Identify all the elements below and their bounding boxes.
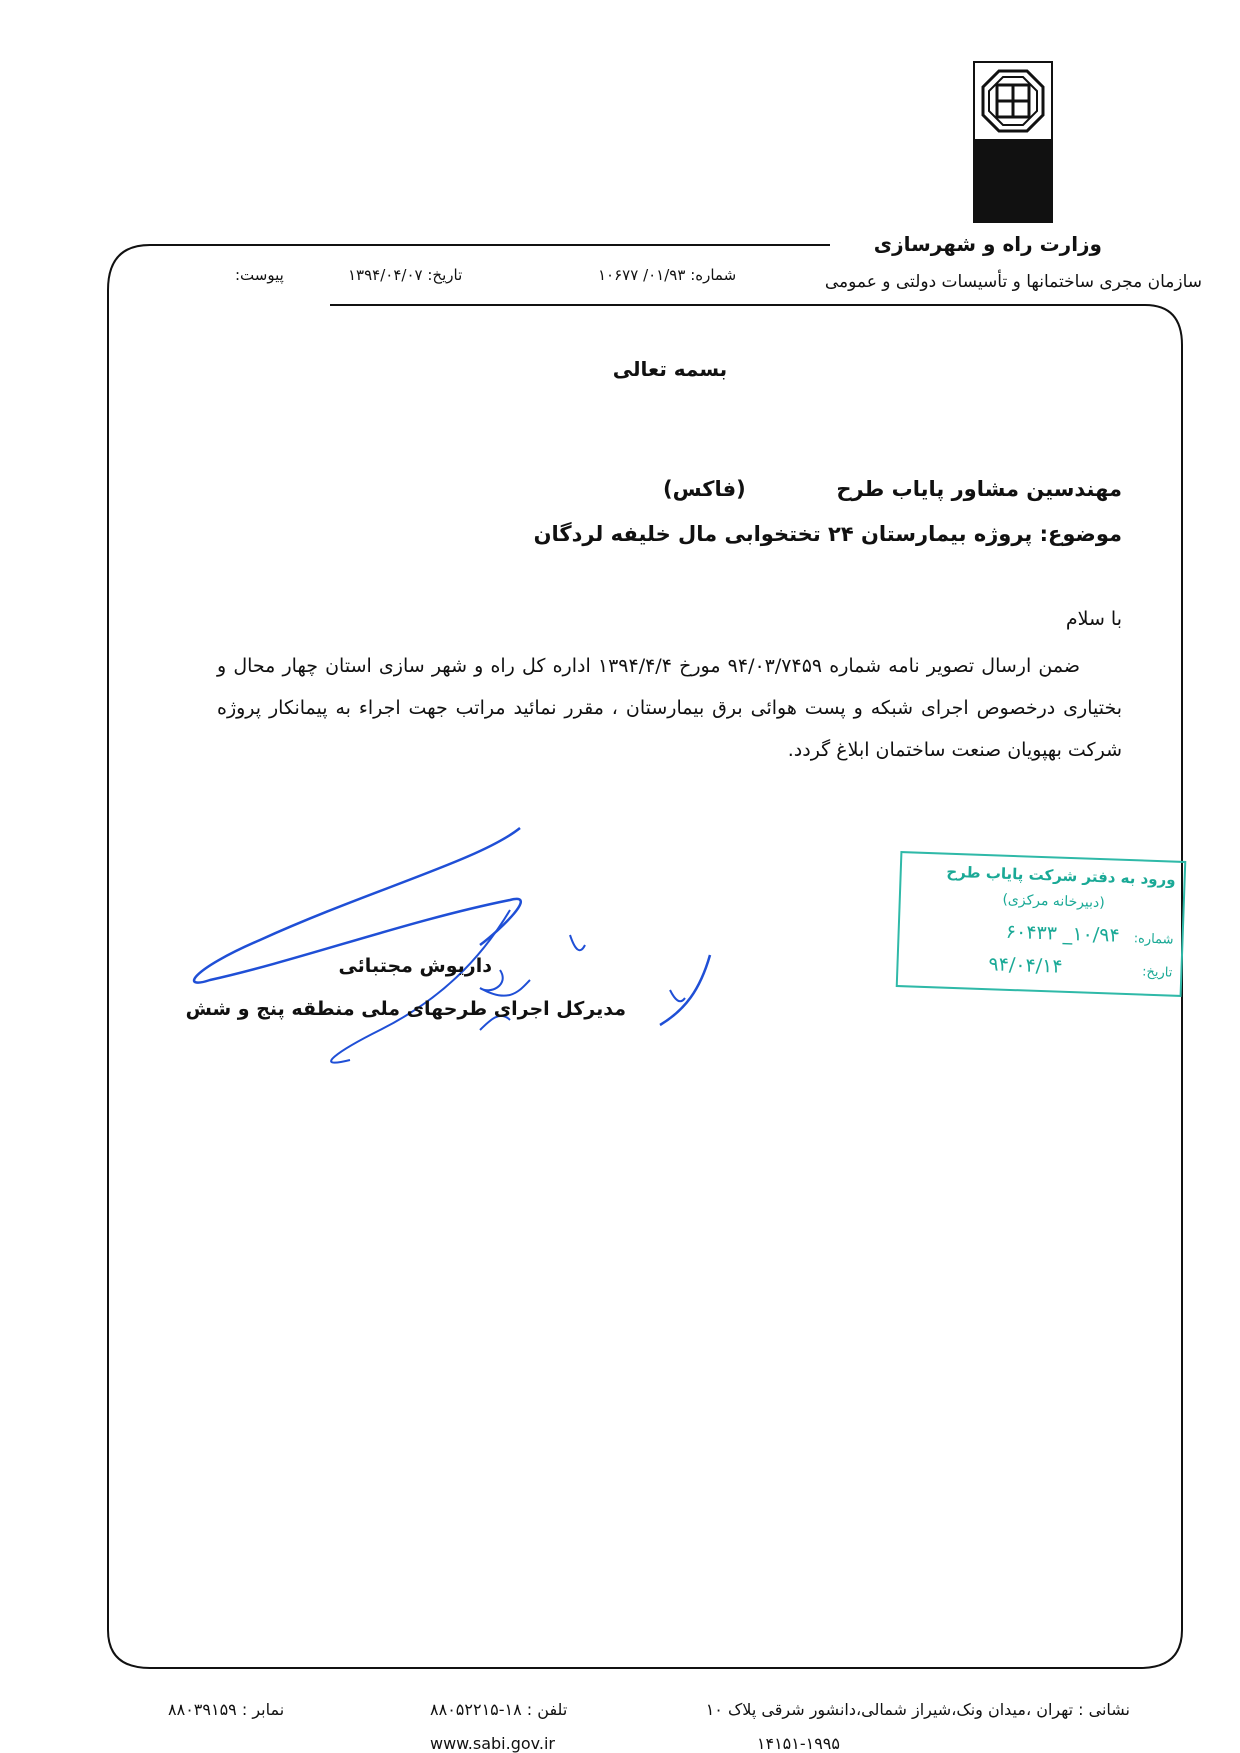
date-value: ۱۳۹۴/۰۴/۰۷ <box>348 266 423 284</box>
footer-address: نشانی : تهران ،میدان ونک،شیراز شمالی،دانشور شرقی پلاک ۱۰ <box>705 1700 1130 1719</box>
signer-title: مدیرکل اجرای طرحهای ملی منطقه پنج و شش <box>185 998 626 1020</box>
ministry-name: وزارت راه و شهرسازی <box>873 232 1102 256</box>
letter-body: ضمن ارسال تصویر نامه شماره ۹۴/۰۳/۷۴۵۹ مورخ ۱۳۹۴/۴/۴ اداره کل راه و شهر سازی استان چهار محال و بختیاری درخصوص اجرای شبکه و پست هوائی برق بیمارستان ، مقرر نمائید مراتب جهت اجراء به پیمانکار پروژه شرکت بهپویان صنعت ساختمان ابلاغ گردد. <box>217 655 1122 761</box>
number-label: شماره: <box>690 266 737 284</box>
footer-fax: نمابر : ۸۸۰۳۹۱۵۹ <box>168 1700 285 1719</box>
number-value: ۰۱/۹۳/ ۱۰۶۷۷ <box>598 266 686 284</box>
recipient: مهندسین مشاور پایاب طرح <box>836 477 1122 501</box>
letter-number <box>598 266 736 284</box>
attachment-label: پیوست: <box>235 266 284 284</box>
fax-note: (فاکس) <box>663 477 746 501</box>
letter-title: بسمه تعالی <box>612 357 728 381</box>
footer-website[interactable]: www.sabi.gov.ir <box>430 1734 555 1753</box>
letter-date <box>348 266 462 284</box>
date-label: تاریخ: <box>427 266 463 284</box>
subject-line: موضوع: پروژه بیمارستان ۲۴ تختخوابی مال خلیفه لردگان <box>533 522 1122 546</box>
stamp-date-label: تاریخ: <box>1141 964 1173 981</box>
greeting: با سلام <box>1065 608 1122 630</box>
stamp-date: ۹۴/۰۴/۱۴ <box>988 953 1063 978</box>
stamp-number-label: شماره: <box>1133 931 1174 948</box>
stamp-subtitle: (دبیرخانه مرکزی) <box>1002 891 1106 912</box>
stamp-title: ورود به دفتر شرکت پایاب طرح <box>946 862 1176 889</box>
received-stamp <box>896 851 1187 997</box>
ministry-logo <box>973 61 1053 223</box>
footer-postal-code: ۱۴۱۵۱-۱۹۹۵ <box>756 1734 840 1753</box>
stamp-number: ۱۰/۹۴_ ۶۰۴۳۳ <box>1005 920 1121 947</box>
signer-name: داریوش مجتبائی <box>338 955 492 977</box>
footer-phone: تلفن : ۱۸-۸۸۰۵۲۲۱۵ <box>430 1700 568 1719</box>
organization-name: سازمان مجری ساختمانها و تأسیسات دولتی و عمومی <box>824 272 1202 292</box>
